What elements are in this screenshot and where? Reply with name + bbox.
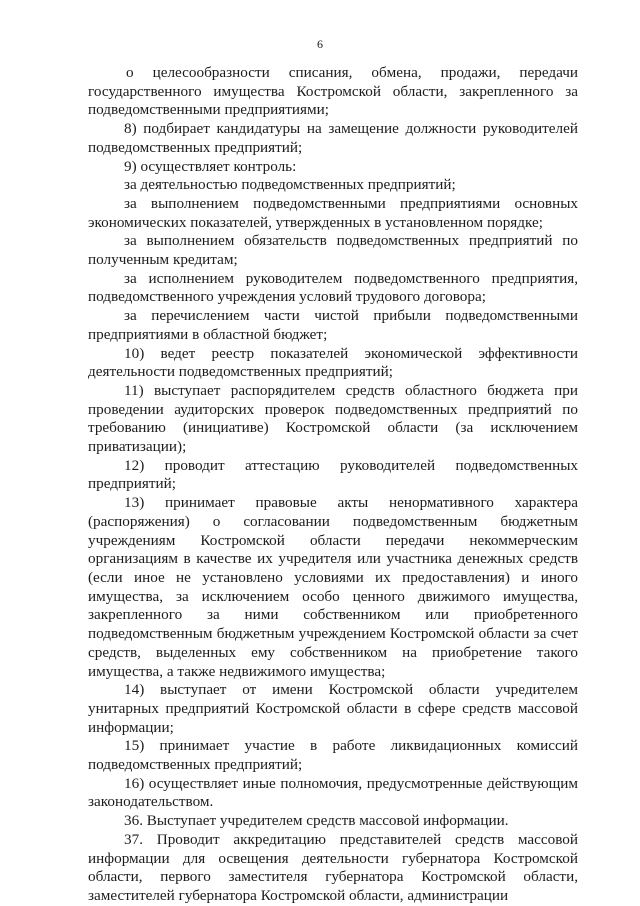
page-number: 6 bbox=[317, 37, 323, 51]
document-body bbox=[88, 64, 578, 906]
paragraph: 13) принимает правовые акты ненормативного характера (распоряжения) о согласовании подведомственным бюджетным учреждениям Костромской области передачи некоммерческим организациям в качестве их учредителя или участника денежных средств (если иное не установлено условиями их предоставления) и иного имущества, за исключением особо ценного движимого имущества, закрепленного за ними собственником или приобретенного подведомственным бюджетным учреждением Костромской области за счет средств, выделенных ему собственником на приобретение такого имущества, а также недвижимого имущества; bbox=[88, 494, 578, 680]
paragraph: за деятельностью подведомственных предприятий; bbox=[124, 176, 456, 194]
paragraph: за выполнением подведомственными предприятиями основных экономических показателей, утвержденных в установленном порядке; bbox=[88, 194, 578, 231]
paragraph: 36. Выступает учредителем средств массовой информации. bbox=[124, 812, 509, 830]
paragraph: 9) осуществляет контроль: bbox=[124, 157, 297, 175]
paragraph: 37. Проводит аккредитацию представителей средств массовой информации для освещения деятельности губернатора Костромской области, первого заместителя губернатора Костромской области, заместителей губернатора Костромской области, администрации bbox=[88, 830, 578, 904]
paragraph: 15) принимает участие в работе ликвидационных комиссий подведомственных предприятий; bbox=[88, 737, 578, 774]
paragraph: о целесообразности списания, обмена, продажи, передачи государственного имущества Костромской области, закрепленного за подведомственными предприятиями; bbox=[88, 64, 578, 119]
paragraph: за выполнением обязательств подведомственных предприятий по полученным кредитам; bbox=[88, 232, 578, 269]
paragraph: за перечислением части чистой прибыли подведомственными предприятиями в областной бюджет; bbox=[88, 307, 578, 343]
paragraph: 12) проводит аттестацию руководителей подведомственных предприятий; bbox=[88, 456, 578, 493]
paragraph: 16) осуществляет иные полномочия, предусмотренные действующим законодательством. bbox=[88, 774, 578, 811]
paragraph: за исполнением руководителем подведомственного предприятия, подведомственного учреждения условий трудового договора; bbox=[88, 269, 578, 306]
paragraph: 14) выступает от имени Костромской области учредителем унитарных предприятий Костромской области в сфере средств массовой информации; bbox=[88, 681, 578, 736]
paragraph: 10) ведет реестр показателей экономической эффективности деятельности подведомственных предприятий; bbox=[88, 344, 578, 381]
paragraph: 8) подбирает кандидатуры на замещение должности руководителей подведомственных предприятий; bbox=[88, 120, 578, 156]
paragraph: 11) выступает распорядителем средств областного бюджета при проведении аудиторских проверок подведомственных предприятий по требованию (инициативе) Костромской области (за исключением приватизации); bbox=[88, 381, 578, 456]
